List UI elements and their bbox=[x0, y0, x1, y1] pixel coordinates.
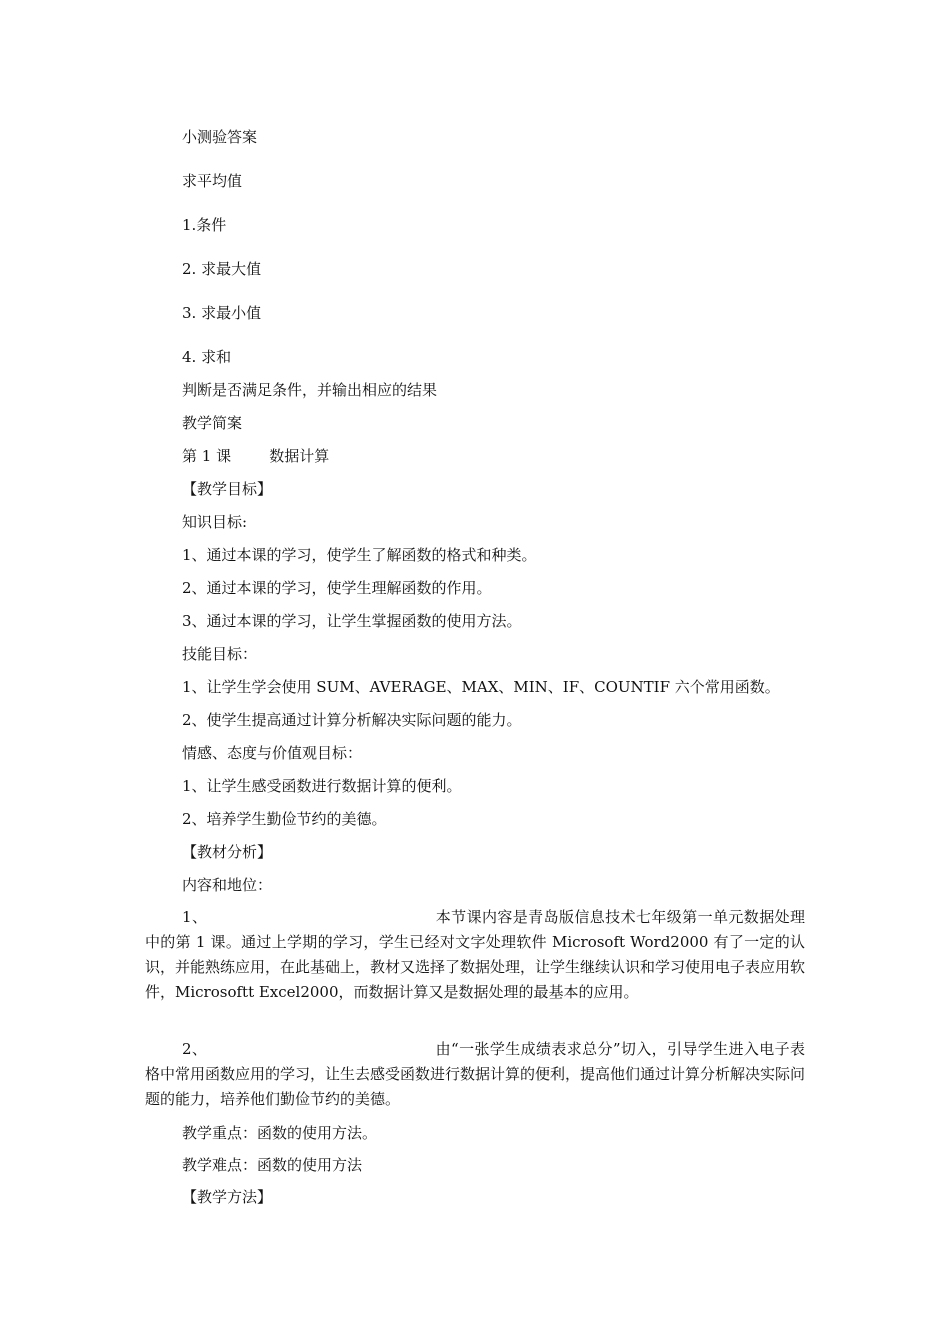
difficult-point: 教学难点：函数的使用方法 bbox=[182, 1156, 363, 1174]
paragraph-text: 由“一张学生成绩表求总分”切入，引导学生进入电子表格中常用函数应用的学习，让生去感受函数进行数据计算的便利，提高他们通过计算分析解决实际问题的能力，培养他们勤俭节约的美德。 bbox=[145, 1040, 806, 1108]
skill-goal-item: 2、使学生提高通过计算分析解决实际问题的能力。 bbox=[182, 711, 522, 729]
emotion-goal-item: 2、培养学生勤俭节约的美德。 bbox=[182, 810, 387, 828]
knowledge-goal-item: 2、通过本课的学习，使学生理解函数的作用。 bbox=[182, 579, 492, 597]
content-paragraph-1 bbox=[145, 905, 805, 1005]
emotion-goal-item: 1、让学生感受函数进行数据计算的便利。 bbox=[182, 777, 462, 795]
emotion-goals-label: 情感、态度与价值观目标： bbox=[182, 744, 363, 762]
plan-title: 教学简案 bbox=[182, 414, 243, 432]
quiz-title: 小测验答案 bbox=[182, 128, 258, 146]
content-paragraph-2 bbox=[145, 1037, 805, 1112]
content-label: 内容和地位： bbox=[182, 876, 273, 894]
quiz-item-min: 3. 求最小值 bbox=[182, 304, 262, 322]
quiz-item-sum: 4. 求和 bbox=[182, 348, 232, 366]
goals-header: 【教学目标】 bbox=[182, 480, 273, 498]
key-point: 教学重点：函数的使用方法。 bbox=[182, 1124, 378, 1142]
knowledge-goals-label: 知识目标: bbox=[182, 513, 248, 531]
quiz-item-average: 求平均值 bbox=[182, 172, 243, 190]
skill-goal-item: 1、让学生学会使用 SUM、AVERAGE、MAX、MIN、IF、COUNTIF 六个常用函数。 bbox=[182, 678, 780, 696]
lesson-heading: 第 1 课 数据计算 bbox=[182, 447, 330, 465]
paragraph-text: 本节课内容是青岛版信息技术七年级第一单元数据处理中的第 1 课。通过上学期的学习，学生已经对文字处理软件 Microsoft Word2000 有了一定的认识，并能熟练应用，在此基础上，教材又选择了数据处理，让学生继续认识和学习使用电子表应用软件，Microsoftt Excel2000，而数据计算又是数据处理的最基本的应用。 bbox=[145, 908, 806, 1001]
quiz-item-max: 2. 求最大值 bbox=[182, 260, 262, 278]
paragraph-number: 1、 bbox=[182, 908, 208, 926]
quiz-item-condition: 1.条件 bbox=[182, 216, 227, 234]
skill-goals-label: 技能目标： bbox=[182, 645, 258, 663]
paragraph-number: 2、 bbox=[182, 1040, 208, 1058]
analysis-header: 【教材分析】 bbox=[182, 843, 273, 861]
method-header: 【教学方法】 bbox=[182, 1188, 273, 1206]
quiz-condition-note: 判断是否满足条件，并输出相应的结果 bbox=[182, 381, 438, 399]
knowledge-goal-item: 1、通过本课的学习，使学生了解函数的格式和种类。 bbox=[182, 546, 537, 564]
knowledge-goal-item: 3、通过本课的学习，让学生掌握函数的使用方法。 bbox=[182, 612, 522, 630]
